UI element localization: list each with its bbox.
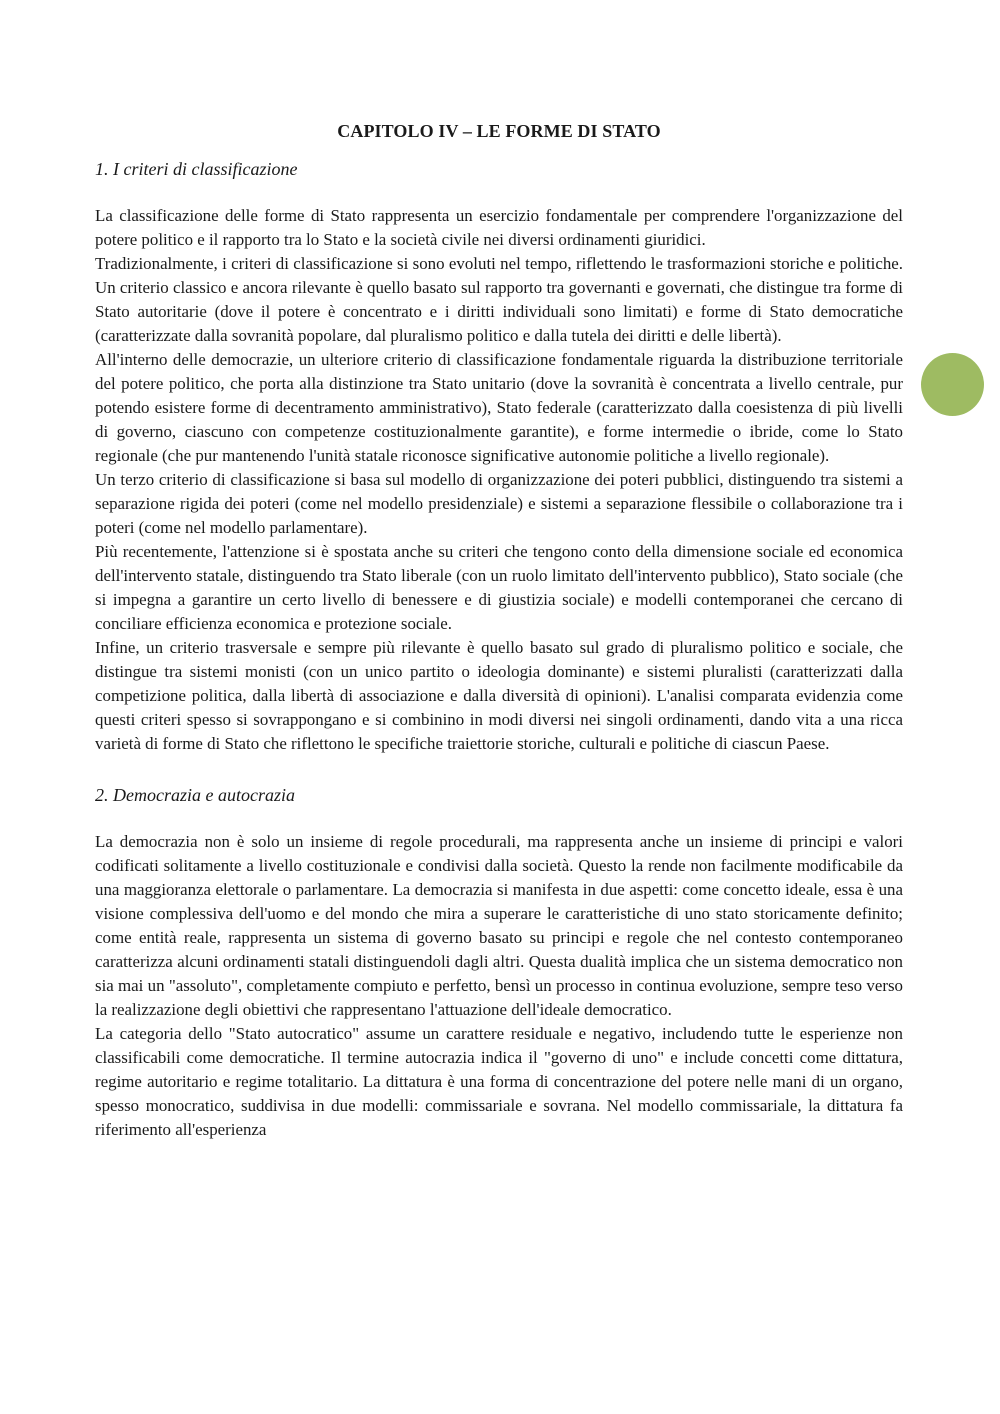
section-1-body <box>95 204 903 756</box>
paragraph: La classificazione delle forme di Stato rappresenta un esercizio fondamentale per comprendere l'organizzazione del potere politico e il rapporto tra lo Stato e la società civile nei diversi ordinamenti giuridici. <box>95 206 903 249</box>
paragraph: Infine, un criterio trasversale e sempre più rilevante è quello basato sul grado di pluralismo politico e sociale, che distingue tra sistemi monisti (con un unico partito o ideologia dominante) e sistemi pluralisti (caratterizzati dalla competizione politica, dalla libertà di associazione e dalla diversità di opinioni). L'analisi comparata evidenzia come questi criteri spesso si sovrappongano e si combinino in modi diversi nei singoli ordinamenti, dando vita a una ricca varietà di forme di Stato che riflettono le specifiche traiettorie storiche, culturali e politiche di ciascun Paese. <box>95 638 903 753</box>
section-heading-2: 2. Democrazia e autocrazia <box>95 785 295 805</box>
section-2-body <box>95 830 903 1142</box>
paragraph: All'interno delle democrazie, un ulteriore criterio di classificazione fondamentale riguarda la distribuzione territoriale del potere politico, che porta alla distinzione tra Stato unitario (dove la sovranità è concentrata a livello centrale, pur potendo esistere forme di decentramento amministrativo), Stato federale (caratterizzato dalla coesistenza di più livelli di governo, ciascuno con competenze costituzionalmente garantite), e forme intermedie o ibride, come lo Stato regionale (che pur mantenendo l'unità statale riconosce significative autonomie politiche a livello regionale). <box>95 350 903 465</box>
green-circle-marker <box>921 353 984 416</box>
chapter-title: CAPITOLO IV – LE FORME DI STATO <box>337 121 661 141</box>
section-heading-1: 1. I criteri di classificazione <box>95 159 298 179</box>
paragraph: La categoria dello "Stato autocratico" assume un carattere residuale e negativo, includendo tutte le esperienze non classificabili come democratiche. Il termine autocrazia indica il "governo di uno" e include concetti come dittatura, regime autoritario e regime totalitario. La dittatura è una forma di concentrazione del potere nelle mani di un organo, spesso monocratico, suddivisa in due modelli: commissariale e sovrana. Nel modello commissariale, la dittatura fa riferimento all'esperienza <box>95 1024 903 1139</box>
paragraph: La democrazia non è solo un insieme di regole procedurali, ma rappresenta anche un insieme di principi e valori codificati solitamente a livello costituzionale e condivisi dalla società. Questo la rende non facilmente modificabile da una maggioranza elettorale o parlamentare. La democrazia si manifesta in due aspetti: come concetto ideale, essa è una visione complessiva dell'uomo e del mondo che mira a superare le caratteristiche di uno stato storicamente definito; come entità reale, rappresenta un sistema di governo basato su principi e regole che nel contesto contemporaneo caratterizza alcuni ordinamenti statali distinguendoli dagli altri. Questa dualità implica che un sistema democratico non sia mai un "assoluto", completamente compiuto e perfetto, bensì un processo in continua evoluzione, sempre teso verso la realizzazione degli obiettivi che rappresentano l'attuazione dell'ideale democratico. <box>95 832 903 1019</box>
document-page <box>95 118 903 1142</box>
paragraph: Un terzo criterio di classificazione si basa sul modello di organizzazione dei poteri pubblici, distinguendo tra sistemi a separazione rigida dei poteri (come nel modello presidenziale) e sistemi a separazione flessibile o collaborazione tra i poteri (come nel modello parlamentare). <box>95 470 903 537</box>
paragraph: Tradizionalmente, i criteri di classificazione si sono evoluti nel tempo, riflettendo le trasformazioni storiche e politiche. Un criterio classico e ancora rilevante è quello basato sul rapporto tra governanti e governati, che distingue tra forme di Stato autoritarie (dove il potere è concentrato e i diritti individuali sono limitati) e forme di Stato democratiche (caratterizzate dalla sovranità popolare, dal pluralismo politico e dalla tutela dei diritti e delle libertà). <box>95 254 903 345</box>
paragraph: Più recentemente, l'attenzione si è spostata anche su criteri che tengono conto della dimensione sociale ed economica dell'intervento statale, distinguendo tra Stato liberale (con un ruolo limitato dell'intervento pubblico), Stato sociale (che si impegna a garantire un certo livello di benessere e di giustizia sociale) e modelli contemporanei che cercano di conciliare efficienza economica e protezione sociale. <box>95 542 903 633</box>
